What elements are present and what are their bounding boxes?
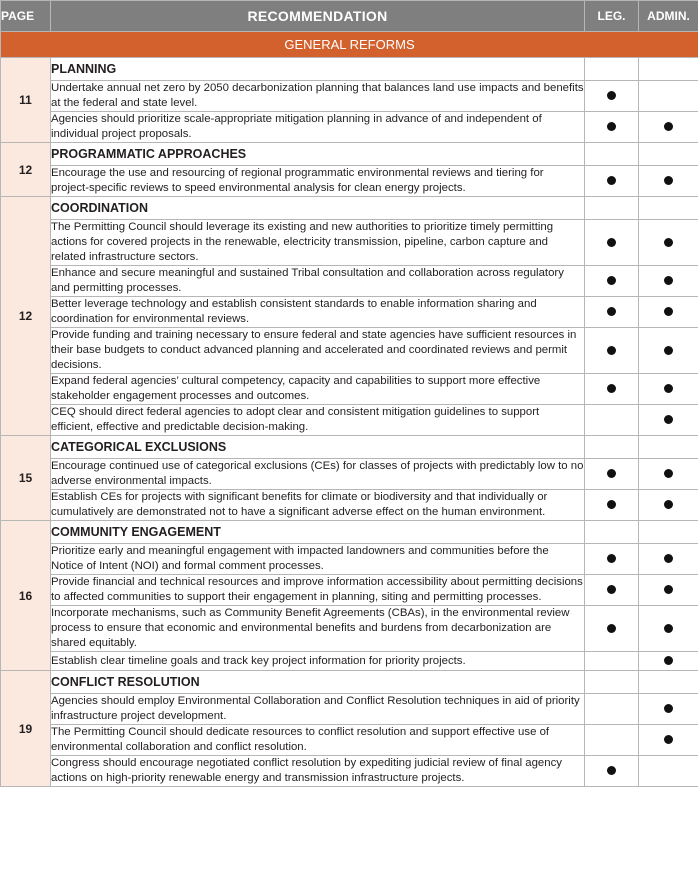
- table-header: [1, 1, 698, 32]
- table-row: [1, 725, 698, 756]
- admin-bullet-icon: [664, 624, 673, 633]
- section-leg-cell: [585, 671, 639, 694]
- section-admin-cell: [639, 671, 698, 694]
- admin-cell: [639, 374, 698, 405]
- leg-cell: [585, 266, 639, 297]
- table-row: [1, 575, 698, 606]
- leg-cell: [585, 756, 639, 787]
- admin-cell: [639, 297, 698, 328]
- section-page-number: 15: [1, 436, 51, 521]
- section-title: PLANNING: [51, 58, 585, 81]
- leg-cell: [585, 725, 639, 756]
- section-page-number: 12: [1, 143, 51, 197]
- admin-bullet-icon: [664, 500, 673, 509]
- table-row: [1, 374, 698, 405]
- admin-cell: [639, 459, 698, 490]
- section-leg-cell: [585, 521, 639, 544]
- admin-cell: [639, 490, 698, 521]
- leg-bullet-icon: [607, 91, 616, 100]
- leg-cell: [585, 166, 639, 197]
- table-row: [1, 297, 698, 328]
- section-row: [1, 436, 698, 459]
- leg-bullet-icon: [607, 307, 616, 316]
- admin-cell: [639, 166, 698, 197]
- leg-cell: [585, 694, 639, 725]
- section-title: CONFLICT RESOLUTION: [51, 671, 585, 694]
- header-recommendation: RECOMMENDATION: [51, 1, 585, 32]
- table-row: [1, 220, 698, 266]
- leg-bullet-icon: [607, 176, 616, 185]
- recommendation-text: Encourage continued use of categorical exclusions (CEs) for classes of projects with predictably low to no adverse environmental impacts.: [51, 459, 585, 490]
- header-admin: ADMIN.: [639, 1, 698, 32]
- header-page: PAGE: [1, 1, 51, 32]
- admin-cell: [639, 328, 698, 374]
- admin-bullet-icon: [664, 238, 673, 247]
- leg-cell: [585, 405, 639, 436]
- leg-bullet-icon: [607, 554, 616, 563]
- recommendation-text: Expand federal agencies’ cultural competency, capacity and capabilities to support more effective stakeholder engagement processes and outcomes.: [51, 374, 585, 405]
- section-admin-cell: [639, 197, 698, 220]
- admin-bullet-icon: [664, 704, 673, 713]
- section-leg-cell: [585, 436, 639, 459]
- leg-bullet-icon: [607, 500, 616, 509]
- section-title: COMMUNITY ENGAGEMENT: [51, 521, 585, 544]
- recommendation-text: Enhance and secure meaningful and sustained Tribal consultation and collaboration across regulatory and permitting processes.: [51, 266, 585, 297]
- section-leg-cell: [585, 143, 639, 166]
- leg-cell: [585, 490, 639, 521]
- recommendation-text: Agencies should employ Environmental Collaboration and Conflict Resolution techniques in aid of priority infrastructure project development.: [51, 694, 585, 725]
- section-row: [1, 197, 698, 220]
- header-leg: LEG.: [585, 1, 639, 32]
- leg-cell: [585, 575, 639, 606]
- band-label: GENERAL REFORMS: [1, 32, 698, 58]
- admin-bullet-icon: [664, 585, 673, 594]
- admin-bullet-icon: [664, 276, 673, 285]
- recommendation-text: Undertake annual net zero by 2050 decarbonization planning that balances land use impacts and benefits at the federal and state level.: [51, 81, 585, 112]
- section-admin-cell: [639, 58, 698, 81]
- admin-bullet-icon: [664, 176, 673, 185]
- admin-bullet-icon: [664, 384, 673, 393]
- recommendation-text: Prioritize early and meaningful engagement with impacted landowners and communities before the Notice of Intent (NOI) and formal comment processes.: [51, 544, 585, 575]
- leg-bullet-icon: [607, 122, 616, 131]
- recommendation-text: Agencies should prioritize scale-appropriate mitigation planning in advance of and independent of individual project proposals.: [51, 112, 585, 143]
- general-reforms-band: [1, 32, 698, 58]
- section-page-number: 12: [1, 197, 51, 436]
- leg-cell: [585, 606, 639, 652]
- leg-bullet-icon: [607, 346, 616, 355]
- leg-cell: [585, 544, 639, 575]
- leg-bullet-icon: [607, 469, 616, 478]
- table-row: [1, 756, 698, 787]
- section-row: [1, 671, 698, 694]
- section-row: [1, 143, 698, 166]
- leg-bullet-icon: [607, 624, 616, 633]
- admin-bullet-icon: [664, 656, 673, 665]
- recommendation-text: The Permitting Council should dedicate resources to conflict resolution and support effective use of environmental collaboration and conflict resolution.: [51, 725, 585, 756]
- table-row: [1, 459, 698, 490]
- leg-cell: [585, 328, 639, 374]
- table-row: [1, 166, 698, 197]
- table-row: [1, 405, 698, 436]
- section-admin-cell: [639, 143, 698, 166]
- leg-cell: [585, 374, 639, 405]
- section-leg-cell: [585, 197, 639, 220]
- table-row: [1, 112, 698, 143]
- leg-cell: [585, 459, 639, 490]
- admin-cell: [639, 544, 698, 575]
- admin-cell: [639, 652, 698, 671]
- section-title: CATEGORICAL EXCLUSIONS: [51, 436, 585, 459]
- leg-cell: [585, 112, 639, 143]
- admin-cell: [639, 220, 698, 266]
- table-row: [1, 328, 698, 374]
- admin-cell: [639, 112, 698, 143]
- recommendation-text: Better leverage technology and establish consistent standards to enable information sharing and coordination for environmental reviews.: [51, 297, 585, 328]
- recommendation-text: Provide financial and technical resources and improve information accessibility about permitting decisions to affected communities to support their engagement in planning, siting and permitting processes.: [51, 575, 585, 606]
- admin-bullet-icon: [664, 415, 673, 424]
- section-page-number: 16: [1, 521, 51, 671]
- admin-bullet-icon: [664, 307, 673, 316]
- table-row: [1, 490, 698, 521]
- admin-cell: [639, 725, 698, 756]
- leg-bullet-icon: [607, 766, 616, 775]
- table-row: [1, 694, 698, 725]
- admin-bullet-icon: [664, 469, 673, 478]
- admin-bullet-icon: [664, 554, 673, 563]
- section-page-number: 19: [1, 671, 51, 787]
- section-leg-cell: [585, 58, 639, 81]
- recommendation-text: Incorporate mechanisms, such as Community Benefit Agreements (CBAs), in the environmental review process to ensure that economic and environmental benefits and burdens from decarbonization are shared equitably.: [51, 606, 585, 652]
- recommendation-text: Encourage the use and resourcing of regional programmatic environmental reviews and tiering for project-specific reviews to speed environmental analysis for clean energy projects.: [51, 166, 585, 197]
- table-row: [1, 652, 698, 671]
- table-row: [1, 81, 698, 112]
- recommendation-text: Establish clear timeline goals and track key project information for priority projects.: [51, 652, 585, 671]
- leg-bullet-icon: [607, 276, 616, 285]
- admin-bullet-icon: [664, 346, 673, 355]
- leg-bullet-icon: [607, 238, 616, 247]
- section-row: [1, 521, 698, 544]
- section-row: [1, 58, 698, 81]
- recommendation-text: CEQ should direct federal agencies to adopt clear and consistent mitigation guidelines to support efficient, effective and predictable decision-making.: [51, 405, 585, 436]
- table-row: [1, 606, 698, 652]
- table-row: [1, 544, 698, 575]
- leg-bullet-icon: [607, 585, 616, 594]
- leg-cell: [585, 220, 639, 266]
- admin-cell: [639, 756, 698, 787]
- leg-cell: [585, 81, 639, 112]
- table-row: [1, 266, 698, 297]
- section-title: COORDINATION: [51, 197, 585, 220]
- leg-cell: [585, 652, 639, 671]
- admin-cell: [639, 694, 698, 725]
- recommendation-text: Establish CEs for projects with significant benefits for climate or biodiversity and that individually or cumulatively are demonstrated not to have a significant adverse effect on the human environment.: [51, 490, 585, 521]
- admin-cell: [639, 405, 698, 436]
- admin-cell: [639, 81, 698, 112]
- section-admin-cell: [639, 521, 698, 544]
- leg-bullet-icon: [607, 384, 616, 393]
- admin-cell: [639, 575, 698, 606]
- section-title: PROGRAMMATIC APPROACHES: [51, 143, 585, 166]
- section-admin-cell: [639, 436, 698, 459]
- admin-bullet-icon: [664, 122, 673, 131]
- admin-cell: [639, 266, 698, 297]
- leg-cell: [585, 297, 639, 328]
- section-page-number: 11: [1, 58, 51, 143]
- recommendation-text: Congress should encourage negotiated conflict resolution by expediting judicial review of final agency actions on high-priority renewable energy and transmission infrastructure projects.: [51, 756, 585, 787]
- admin-bullet-icon: [664, 735, 673, 744]
- admin-cell: [639, 606, 698, 652]
- recommendation-text: Provide funding and training necessary to ensure federal and state agencies have sufficient resources in their base budgets to conduct advanced planning and accelerated and coordinated reviews and permit decisions.: [51, 328, 585, 374]
- recommendation-text: The Permitting Council should leverage its existing and new authorities to prioritize timely permitting actions for covered projects in the renewable, electricity transmission, pipeline, carbon capture and related infrastructure sectors.: [51, 220, 585, 266]
